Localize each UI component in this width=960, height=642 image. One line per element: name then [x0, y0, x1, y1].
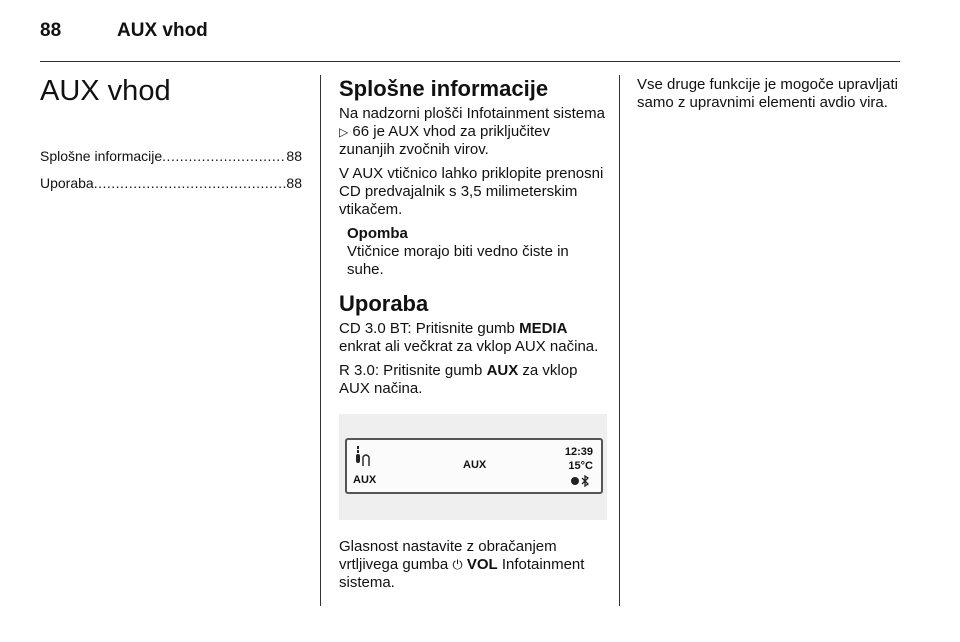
- paragraph-volume: [339, 538, 607, 592]
- paragraph-r30: [339, 362, 607, 398]
- note-text: Vtičnice morajo biti vedno čiste in suhe.: [347, 243, 569, 278]
- paragraph-other-functions: Vse druge funkcije je mogoče upravljati samo z upravnimi elementi avdio vira.: [637, 76, 898, 111]
- text-run: CD 3.0 BT: Pritisnite gumb: [339, 320, 520, 337]
- bluetooth-icon: [570, 475, 592, 487]
- display-source-title: AUX: [463, 459, 487, 471]
- text-run: R 3.0: Pritisnite gumb: [339, 362, 487, 379]
- display-temperature: 15°C: [568, 460, 593, 472]
- column-3: [637, 76, 901, 118]
- text-run: Infotainment sistema.: [339, 556, 585, 591]
- text-run: enkrat ali večkrat za vklop AUX načina.: [339, 338, 599, 355]
- section-title-general-info: Splošne informacije: [339, 76, 549, 101]
- column-divider-1: [320, 75, 321, 606]
- toc-page-number: 88: [286, 175, 302, 191]
- note-title: Opomba: [347, 225, 408, 242]
- page-reference[interactable]: 66: [352, 123, 370, 140]
- toc-leader-dots: [162, 147, 286, 165]
- arrow-ref-icon: ▷: [339, 125, 349, 139]
- toc-page-number: 88: [286, 148, 302, 164]
- column-divider-2: [619, 75, 620, 606]
- section-title-usage: Uporaba: [339, 291, 429, 316]
- text-run: Glasnost nastavite z obračanjem vrtljivega gumba: [339, 538, 557, 573]
- display-screen: [345, 438, 603, 494]
- aux-jack-icon: [354, 446, 370, 468]
- paragraph-cd30bt: [339, 320, 607, 356]
- note-box: [347, 225, 607, 279]
- toc-leader-dots: [94, 174, 287, 192]
- toc-entry-general-info[interactable]: [40, 147, 302, 165]
- text-run: za vklop AUX načina.: [339, 362, 578, 397]
- button-name-vol: VOL: [466, 556, 498, 573]
- toc-label: Splošne informacije: [40, 148, 163, 164]
- toc-label: Uporaba: [40, 175, 94, 191]
- display-clock: 12:39: [564, 446, 593, 458]
- text-run: je AUX vhod za priključitev zunanjih zvočnih virov.: [339, 123, 551, 158]
- column-2: [339, 76, 607, 598]
- paragraph-aux-location: [339, 105, 607, 159]
- power-icon: ⏻: [452, 557, 463, 572]
- display-illustration: [339, 414, 607, 520]
- toc-entry-usage[interactable]: [40, 174, 302, 192]
- column-1: [40, 74, 302, 201]
- button-name-aux: AUX: [486, 362, 519, 379]
- running-title: AUX vhod: [117, 20, 208, 41]
- header-divider: [40, 61, 900, 62]
- chapter-title: AUX vhod: [40, 75, 171, 107]
- page-number: 88: [40, 20, 62, 41]
- display-source-label: AUX: [353, 474, 377, 486]
- text-run: Na nadzorni plošči Infotainment sistema: [339, 105, 605, 122]
- paragraph-cd-player: V AUX vtičnico lahko priklopite prenosni CD predvajalnik s 3,5 milimeterskim vtikačem.: [339, 165, 604, 218]
- button-name-media: MEDIA: [519, 320, 568, 337]
